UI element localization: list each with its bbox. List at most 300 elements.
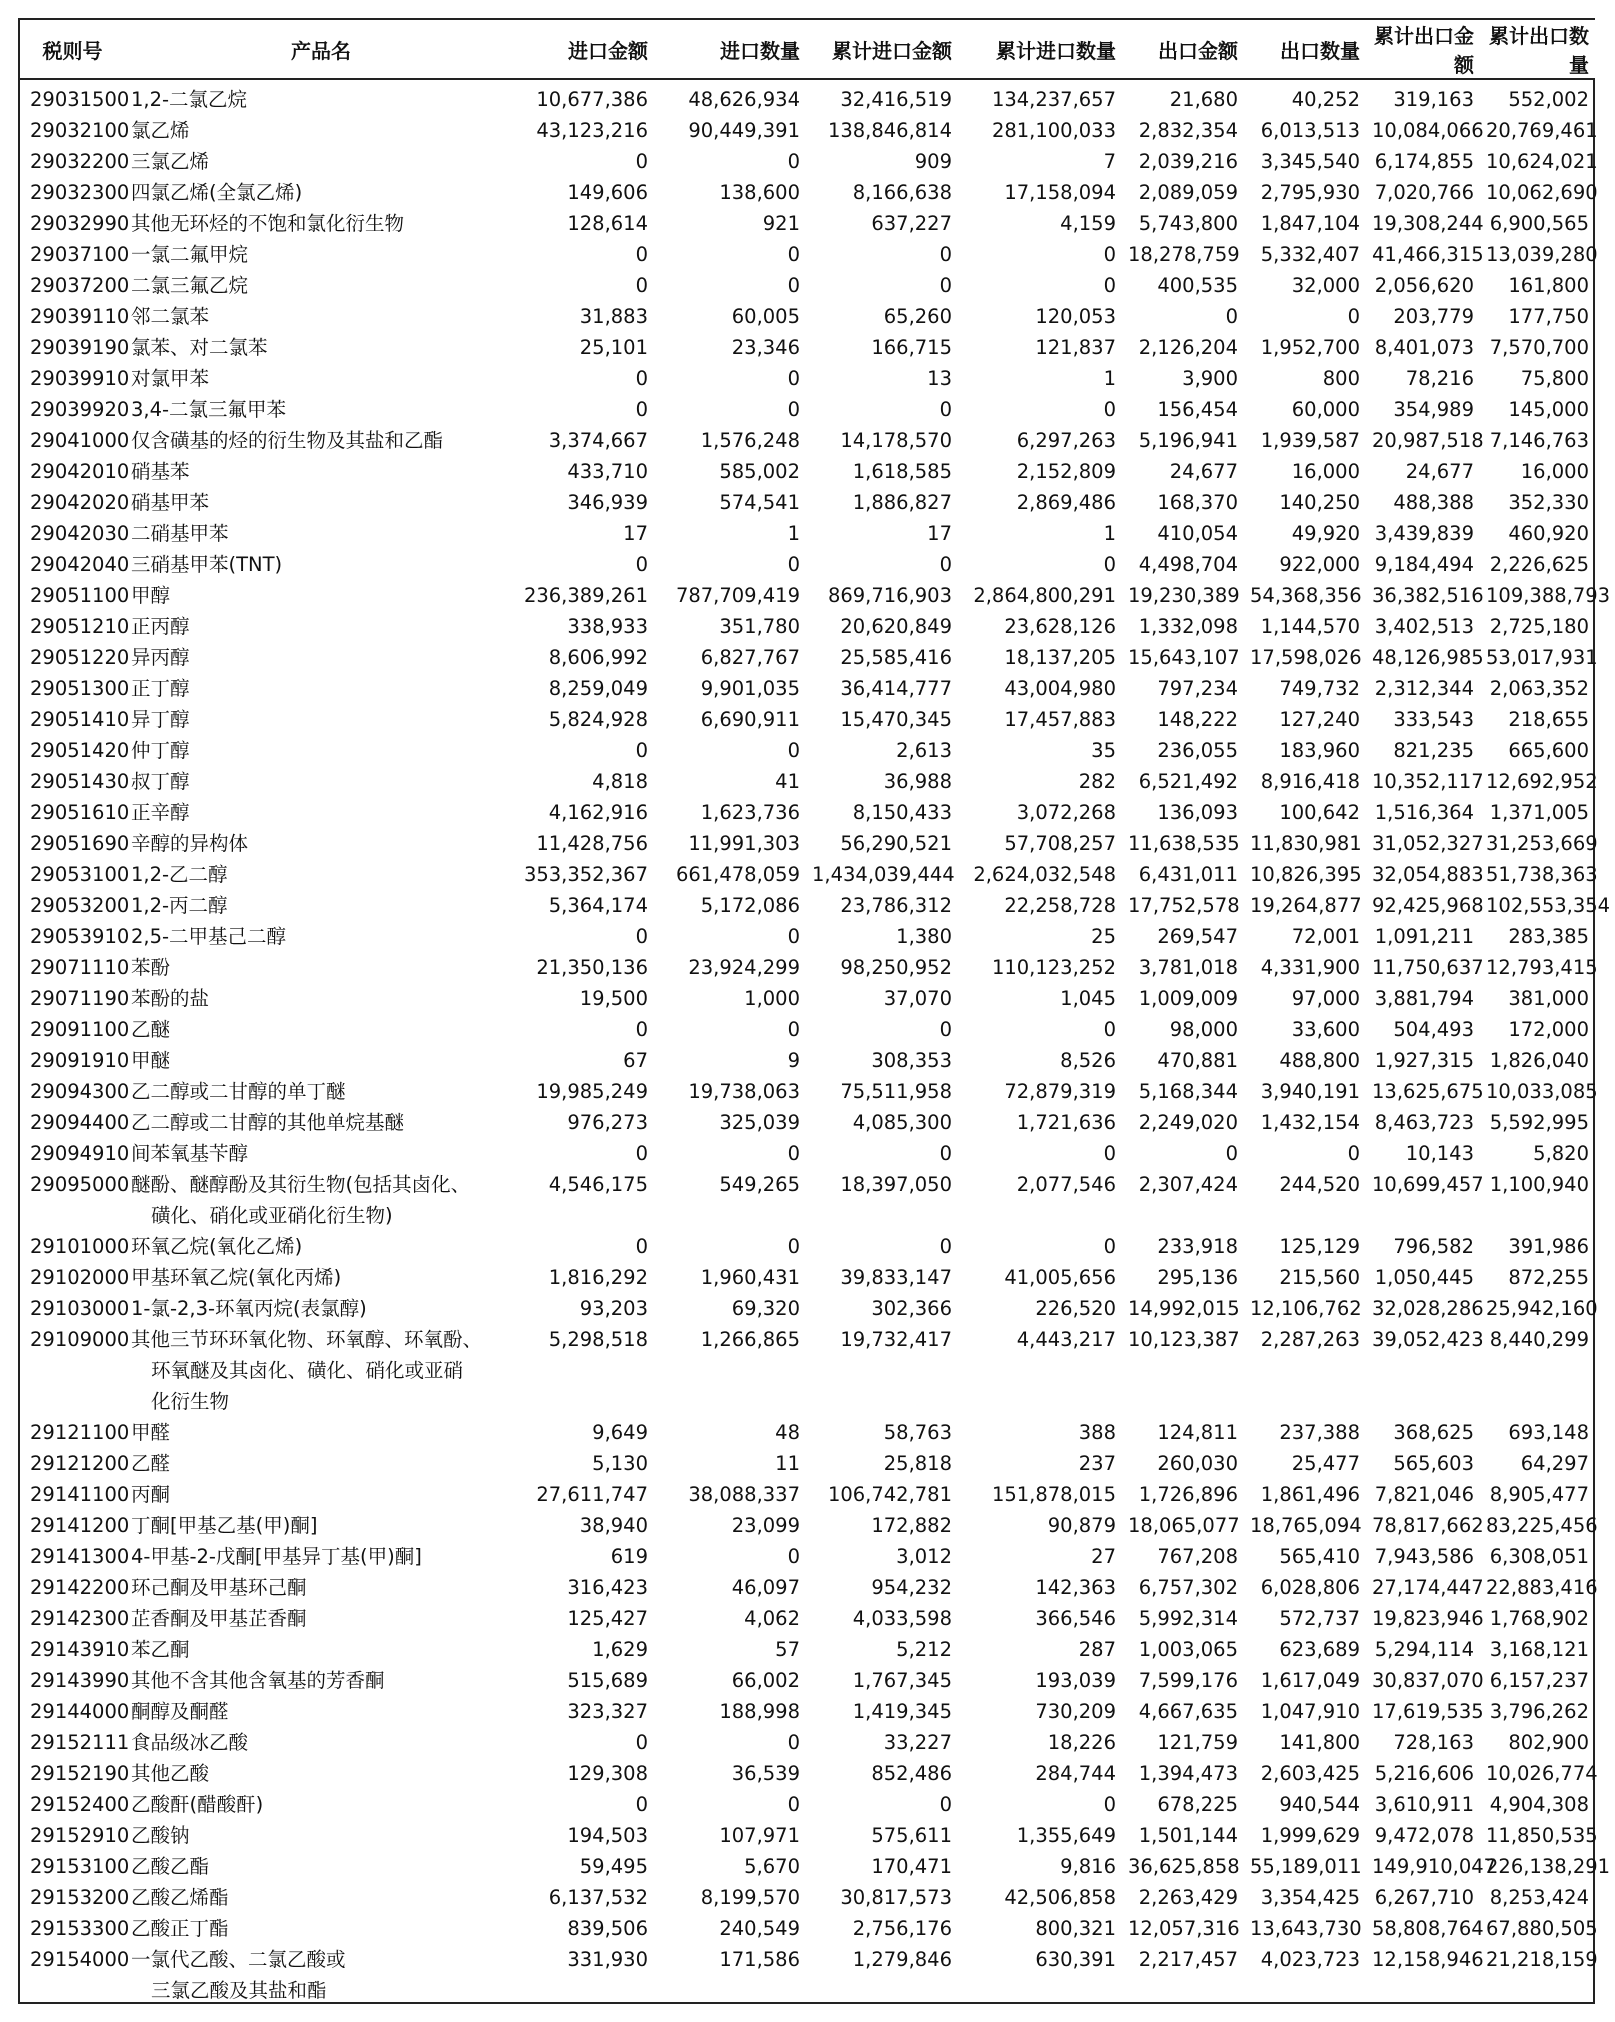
import-amount-cell: 125,427: [567, 1607, 648, 1630]
product-name: [125, 487, 517, 518]
product-name-line: 乙酸乙烯酯: [131, 1886, 229, 1909]
export-quantity-cell: 572,737: [1279, 1607, 1360, 1630]
export-amount-cell: 470,881: [1157, 1049, 1238, 1072]
table-row: [20, 1820, 1595, 1851]
product-name-line: 氯乙烯: [131, 119, 190, 142]
cum-import-quantity-cell: 72,879,319: [1004, 1080, 1116, 1103]
product-name-line: 化衍生物: [151, 1390, 230, 1413]
cum-export-quantity-cell: 1,768,902: [1489, 1607, 1589, 1630]
import-amount-cell: 0: [635, 1142, 648, 1165]
export-quantity-cell: 1,617,049: [1260, 1669, 1360, 1692]
import-amount-cell: 433,710: [567, 460, 648, 483]
export-quantity-cell: 97,000: [1291, 987, 1360, 1010]
tariff-code: 29144000: [30, 1700, 130, 1723]
cum-export-amount-cell: 36,382,516: [1372, 584, 1484, 607]
export-quantity-cell: 1,939,587: [1260, 429, 1360, 452]
cum-export-amount-cell: 3,881,794: [1374, 987, 1474, 1010]
table-row: [20, 1045, 1595, 1076]
cum-export-amount-cell: 9,472,078: [1374, 1824, 1474, 1847]
product-name: [125, 518, 517, 549]
table-row: [20, 1014, 1595, 1045]
tariff-code: 29053910: [30, 925, 130, 948]
cum-import-quantity-cell: 281,100,033: [991, 119, 1116, 142]
cum-import-quantity-cell: 6,297,263: [1016, 429, 1116, 452]
tariff-code: 29154000: [30, 1948, 130, 1971]
cum-import-amount-cell: 302,366: [871, 1297, 952, 1320]
cum-import-quantity-cell: 0: [1103, 243, 1116, 266]
cum-export-amount-cell: 39,052,423: [1372, 1328, 1484, 1351]
cum-export-quantity-cell: 3,796,262: [1489, 1700, 1589, 1723]
cum-export-quantity-cell: 7,146,763: [1489, 429, 1589, 452]
export-quantity-cell: 32,000: [1291, 274, 1360, 297]
export-quantity-cell: 3,345,540: [1260, 150, 1360, 173]
product-name-line: 硝基甲苯: [131, 491, 210, 514]
cum-import-quantity-cell: 1,045: [1060, 987, 1116, 1010]
import-amount-cell: 10,677,386: [536, 88, 648, 111]
cum-import-quantity-cell: 41,005,656: [1004, 1266, 1116, 1289]
export-quantity-cell: 0: [1347, 305, 1360, 328]
cum-export-amount-cell: 504,493: [1393, 1018, 1474, 1041]
export-quantity-cell: 13,643,730: [1250, 1917, 1362, 1940]
product-name: [125, 1324, 517, 1417]
product-name: [125, 890, 517, 921]
cum-export-quantity-cell: 8,440,299: [1489, 1328, 1589, 1351]
product-name: [125, 1231, 517, 1262]
export-quantity-cell: 1,999,629: [1260, 1824, 1360, 1847]
cum-export-quantity-cell: 5,820: [1533, 1142, 1589, 1165]
cum-export-quantity-cell: 381,000: [1508, 987, 1589, 1010]
cum-import-amount-cell: 1,618,585: [852, 460, 952, 483]
cum-import-amount-cell: 1,380: [896, 925, 952, 948]
header-cum-import-amount: 累计进口金额: [806, 20, 958, 79]
cum-import-quantity-cell: 7: [1103, 150, 1116, 173]
cum-export-amount-cell: 7,943,586: [1374, 1545, 1474, 1568]
cum-export-amount-cell: 796,582: [1393, 1235, 1474, 1258]
cum-import-quantity-cell: 4,159: [1060, 212, 1116, 235]
cum-export-amount-cell: 48,126,985: [1372, 646, 1484, 669]
tariff-code: 29091100: [30, 1018, 130, 1041]
cum-import-quantity-cell: 22,258,728: [1004, 894, 1116, 917]
export-quantity-cell: 0: [1347, 1142, 1360, 1165]
import-amount-cell: 11,428,756: [536, 832, 648, 855]
import-quantity-cell: 351,780: [719, 615, 800, 638]
product-name: [125, 332, 517, 363]
import-quantity-cell: 0: [787, 398, 800, 421]
tariff-code: 29041000: [30, 429, 130, 452]
tariff-code: 29051420: [30, 739, 130, 762]
cum-import-quantity-cell: 35: [1091, 739, 1116, 762]
export-amount-cell: 295,136: [1157, 1266, 1238, 1289]
table-row: [20, 890, 1595, 921]
cum-export-quantity-cell: 51,738,363: [1486, 863, 1598, 886]
import-quantity-cell: 0: [787, 1142, 800, 1165]
product-name-line: 甲基环氧乙烷(氧化丙烯): [131, 1266, 342, 1289]
export-amount-cell: 17,752,578: [1128, 894, 1240, 917]
export-quantity-cell: 1,144,570: [1260, 615, 1360, 638]
product-name-line: 4-甲基-2-戊酮[甲基异丁基(甲)酮]: [131, 1545, 422, 1568]
product-name: [125, 1417, 517, 1448]
import-quantity-cell: 8,199,570: [700, 1886, 800, 1909]
cum-import-amount-cell: 8,150,433: [852, 801, 952, 824]
export-quantity-cell: 18,765,094: [1250, 1514, 1362, 1537]
cum-import-quantity-cell: 287: [1078, 1638, 1116, 1661]
export-amount-cell: 2,039,216: [1138, 150, 1238, 173]
cum-export-amount-cell: 6,267,710: [1374, 1886, 1474, 1909]
import-quantity-cell: 5,670: [744, 1855, 800, 1878]
cum-import-quantity-cell: 120,053: [1035, 305, 1116, 328]
tariff-code: 29051100: [30, 584, 130, 607]
cum-export-quantity-cell: 145,000: [1508, 398, 1589, 421]
tariff-code: 29094910: [30, 1142, 130, 1165]
cum-import-quantity-cell: 1,355,649: [1016, 1824, 1116, 1847]
import-quantity-cell: 0: [787, 367, 800, 390]
export-quantity-cell: 215,560: [1279, 1266, 1360, 1289]
cum-import-quantity-cell: 1: [1103, 367, 1116, 390]
table-row: [20, 1572, 1595, 1603]
cum-import-amount-cell: 33,227: [883, 1731, 952, 1754]
cum-import-quantity-cell: 0: [1103, 1793, 1116, 1816]
export-quantity-cell: 237,388: [1279, 1421, 1360, 1444]
tariff-code: 29153300: [30, 1917, 130, 1940]
tariff-code: 29031500: [30, 88, 130, 111]
import-quantity-cell: 48,626,934: [688, 88, 800, 111]
product-name: [125, 766, 517, 797]
cum-export-amount-cell: 19,823,946: [1372, 1607, 1484, 1630]
table-row: [20, 580, 1595, 611]
cum-export-quantity-cell: 2,063,352: [1489, 677, 1589, 700]
tariff-code: 29053200: [30, 894, 130, 917]
export-quantity-cell: 1,047,910: [1260, 1700, 1360, 1723]
product-name: [125, 1913, 517, 1944]
table-row: [20, 1541, 1595, 1572]
tariff-code: 29032200: [30, 150, 130, 173]
tariff-code: 29071110: [30, 956, 130, 979]
export-quantity-cell: 623,689: [1279, 1638, 1360, 1661]
cum-import-quantity-cell: 9,816: [1060, 1855, 1116, 1878]
product-name-line: 磺化、硝化或亚硝化衍生物): [151, 1204, 393, 1227]
import-quantity-cell: 787,709,419: [675, 584, 800, 607]
import-amount-cell: 59,495: [579, 1855, 648, 1878]
export-amount-cell: 136,093: [1157, 801, 1238, 824]
table-row: [20, 425, 1595, 456]
cum-export-quantity-cell: 22,883,416: [1486, 1576, 1598, 1599]
cum-import-amount-cell: 25,585,416: [840, 646, 952, 669]
import-quantity-cell: 240,549: [719, 1917, 800, 1940]
cum-export-amount-cell: 10,352,117: [1372, 770, 1484, 793]
import-amount-cell: 43,123,216: [536, 119, 648, 142]
export-amount-cell: 2,307,424: [1138, 1173, 1238, 1196]
export-amount-cell: 269,547: [1157, 925, 1238, 948]
export-amount-cell: 5,743,800: [1138, 212, 1238, 235]
cum-export-quantity-cell: 1,371,005: [1489, 801, 1589, 824]
cum-import-amount-cell: 869,716,903: [827, 584, 952, 607]
import-amount-cell: 4,818: [592, 770, 648, 793]
import-quantity-cell: 0: [787, 274, 800, 297]
cum-export-amount-cell: 728,163: [1393, 1731, 1474, 1754]
product-name-line: 环氧乙烷(氧化乙烯): [131, 1235, 303, 1258]
product-name-line: 三硝基甲苯(TNT): [131, 553, 283, 576]
cum-import-quantity-cell: 800,321: [1035, 1917, 1116, 1940]
export-quantity-cell: 8,916,418: [1260, 770, 1360, 793]
cum-import-amount-cell: 1,419,345: [852, 1700, 952, 1723]
export-quantity-cell: 488,800: [1279, 1049, 1360, 1072]
cum-import-quantity-cell: 134,237,657: [991, 88, 1116, 111]
product-name: [125, 797, 517, 828]
import-amount-cell: 5,298,518: [548, 1328, 648, 1351]
product-name: [125, 1851, 517, 1882]
cum-import-amount-cell: 0: [939, 1018, 952, 1041]
export-amount-cell: 2,089,059: [1138, 181, 1238, 204]
tariff-code: 29051210: [30, 615, 130, 638]
import-amount-cell: 0: [635, 1018, 648, 1041]
tariff-code: 29051610: [30, 801, 130, 824]
cum-export-amount-cell: 12,158,946: [1372, 1948, 1484, 1971]
import-amount-cell: 338,933: [567, 615, 648, 638]
cum-export-amount-cell: 319,163: [1393, 88, 1474, 111]
import-amount-cell: 323,327: [567, 1700, 648, 1723]
import-amount-cell: 67: [623, 1049, 648, 1072]
export-quantity-cell: 4,331,900: [1260, 956, 1360, 979]
product-name-line: 二氯三氟乙烷: [131, 274, 249, 297]
cum-import-quantity-cell: 2,077,546: [1016, 1173, 1116, 1196]
product-name: [125, 1293, 517, 1324]
import-amount-cell: 331,930: [567, 1948, 648, 1971]
cum-import-quantity-cell: 0: [1103, 398, 1116, 421]
cum-import-quantity-cell: 27: [1091, 1545, 1116, 1568]
cum-import-amount-cell: 36,414,777: [840, 677, 952, 700]
cum-export-amount-cell: 3,439,839: [1374, 522, 1474, 545]
tariff-code: 29152400: [30, 1793, 130, 1816]
import-amount-cell: 236,389,261: [523, 584, 648, 607]
cum-import-quantity-cell: 8,526: [1060, 1049, 1116, 1072]
cum-import-amount-cell: 106,742,781: [827, 1483, 952, 1506]
cum-import-quantity-cell: 18,226: [1047, 1731, 1116, 1754]
product-name-line: 乙酸乙酯: [131, 1855, 210, 1878]
cum-export-quantity-cell: 10,624,021: [1486, 150, 1598, 173]
cum-import-amount-cell: 23,786,312: [840, 894, 952, 917]
cum-import-quantity-cell: 1: [1103, 522, 1116, 545]
tariff-code: 29141200: [30, 1514, 130, 1537]
export-quantity-cell: 125,129: [1279, 1235, 1360, 1258]
import-quantity-cell: 57: [775, 1638, 800, 1661]
export-amount-cell: 1,003,065: [1138, 1638, 1238, 1661]
product-name: [125, 270, 517, 301]
product-name: [125, 1634, 517, 1665]
cum-import-quantity-cell: 151,878,015: [991, 1483, 1116, 1506]
export-amount-cell: 168,370: [1157, 491, 1238, 514]
export-amount-cell: 98,000: [1169, 1018, 1238, 1041]
tariff-code: 29051690: [30, 832, 130, 855]
import-quantity-cell: 5,172,086: [700, 894, 800, 917]
cum-import-quantity-cell: 121,837: [1035, 336, 1116, 359]
table-row: [20, 270, 1595, 301]
product-name: [125, 1076, 517, 1107]
import-amount-cell: 515,689: [567, 1669, 648, 1692]
tariff-code: 29141300: [30, 1545, 130, 1568]
tariff-code: 29037200: [30, 274, 130, 297]
cum-import-amount-cell: 166,715: [871, 336, 952, 359]
header-row: [20, 20, 1595, 79]
import-quantity-cell: 325,039: [719, 1111, 800, 1134]
import-amount-cell: 5,364,174: [548, 894, 648, 917]
product-name-line: 异丙醇: [131, 646, 190, 669]
import-amount-cell: 0: [635, 367, 648, 390]
tariff-code: 29051220: [30, 646, 130, 669]
product-name-line: 乙酸钠: [131, 1824, 190, 1847]
table-row: [20, 239, 1595, 270]
export-amount-cell: 11,638,535: [1128, 832, 1240, 855]
import-quantity-cell: 41: [775, 770, 800, 793]
cum-import-amount-cell: 4,085,300: [852, 1111, 952, 1134]
cum-export-amount-cell: 203,779: [1393, 305, 1474, 328]
cum-import-quantity-cell: 366,546: [1035, 1607, 1116, 1630]
cum-import-amount-cell: 56,290,521: [840, 832, 952, 855]
cum-export-quantity-cell: 13,039,280: [1486, 243, 1598, 266]
cum-import-quantity-cell: 18,137,205: [1004, 646, 1116, 669]
cum-import-amount-cell: 1,767,345: [852, 1669, 952, 1692]
cum-import-amount-cell: 37,070: [883, 987, 952, 1010]
table-row: [20, 1665, 1595, 1696]
table-row: [20, 1107, 1595, 1138]
tariff-code: 29152190: [30, 1762, 130, 1785]
cum-import-quantity-cell: 388: [1078, 1421, 1116, 1444]
cum-export-quantity-cell: 64,297: [1520, 1452, 1589, 1475]
import-quantity-cell: 661,478,059: [675, 863, 800, 886]
product-name-line: 正丙醇: [131, 615, 190, 638]
export-amount-cell: 14,992,015: [1128, 1297, 1240, 1320]
tariff-code: 29103000: [30, 1297, 130, 1320]
export-quantity-cell: 940,544: [1279, 1793, 1360, 1816]
import-quantity-cell: 1,623,736: [700, 801, 800, 824]
product-name-line: 醚酚、醚醇酚及其衍生物(包括其卤化、: [131, 1173, 471, 1196]
import-quantity-cell: 0: [787, 1545, 800, 1568]
product-name-line: 二硝基甲苯: [131, 522, 229, 545]
cum-import-amount-cell: 25,818: [883, 1452, 952, 1475]
cum-export-quantity-cell: 552,002: [1508, 88, 1589, 111]
header-cum-export-quantity: 累计出口数量: [1480, 20, 1595, 79]
cum-import-quantity-cell: 2,624,032,548: [973, 863, 1116, 886]
cum-import-amount-cell: 138,846,814: [827, 119, 952, 142]
table-row: [20, 859, 1595, 890]
cum-import-quantity-cell: 730,209: [1035, 1700, 1116, 1723]
export-quantity-cell: 244,520: [1279, 1173, 1360, 1196]
import-quantity-cell: 1,960,431: [700, 1266, 800, 1289]
export-amount-cell: 24,677: [1169, 460, 1238, 483]
cum-export-quantity-cell: 8,905,477: [1489, 1483, 1589, 1506]
cum-export-quantity-cell: 53,017,931: [1486, 646, 1598, 669]
cum-export-quantity-cell: 83,225,456: [1486, 1514, 1598, 1537]
import-amount-cell: 0: [635, 150, 648, 173]
product-name: [125, 1603, 517, 1634]
table-row: [20, 487, 1595, 518]
export-quantity-cell: 4,023,723: [1260, 1948, 1360, 1971]
cum-import-amount-cell: 58,763: [883, 1421, 952, 1444]
import-amount-cell: 5,130: [592, 1452, 648, 1475]
product-name: [125, 363, 517, 394]
export-quantity-cell: 922,000: [1279, 553, 1360, 576]
export-quantity-cell: 2,287,263: [1260, 1328, 1360, 1351]
export-amount-cell: 148,222: [1157, 708, 1238, 731]
export-amount-cell: 767,208: [1157, 1545, 1238, 1568]
cum-export-quantity-cell: 161,800: [1508, 274, 1589, 297]
product-name-line: 正辛醇: [131, 801, 190, 824]
tariff-code: 29032990: [30, 212, 130, 235]
cum-export-amount-cell: 78,216: [1405, 367, 1474, 390]
export-quantity-cell: 25,477: [1291, 1452, 1360, 1475]
product-name: [125, 425, 517, 456]
product-name-line: 甲醚: [131, 1049, 171, 1072]
cum-import-amount-cell: 32,416,519: [840, 88, 952, 111]
cum-export-amount-cell: 30,837,070: [1372, 1669, 1484, 1692]
cum-import-amount-cell: 1,886,827: [852, 491, 952, 514]
cum-export-quantity-cell: 7,570,700: [1489, 336, 1589, 359]
header-code: 税则号: [20, 20, 125, 79]
product-name-line: 环己酮及甲基环己酮: [131, 1576, 307, 1599]
cum-import-quantity-cell: 0: [1103, 1018, 1116, 1041]
export-quantity-cell: 183,960: [1279, 739, 1360, 762]
table-row: [20, 1603, 1595, 1634]
product-name-line: 1,2-二氯乙烷: [131, 88, 248, 111]
import-quantity-cell: 6,690,911: [700, 708, 800, 731]
product-name: [125, 1510, 517, 1541]
cum-import-amount-cell: 852,486: [871, 1762, 952, 1785]
export-amount-cell: 5,196,941: [1138, 429, 1238, 452]
table-row: [20, 363, 1595, 394]
export-amount-cell: 3,781,018: [1138, 956, 1238, 979]
cum-export-amount-cell: 20,987,518: [1372, 429, 1484, 452]
header-cum-export-amount: 累计出口金额: [1366, 20, 1480, 79]
cum-export-quantity-cell: 1,100,940: [1489, 1173, 1589, 1196]
import-quantity-cell: 585,002: [719, 460, 800, 483]
cum-export-quantity-cell: 172,000: [1508, 1018, 1589, 1041]
product-name: [125, 921, 517, 952]
tariff-code: 29101000: [30, 1235, 130, 1258]
import-quantity-cell: 0: [787, 553, 800, 576]
import-quantity-cell: 1,266,865: [700, 1328, 800, 1351]
cum-export-amount-cell: 24,677: [1405, 460, 1474, 483]
tariff-code: 29039190: [30, 336, 130, 359]
import-quantity-cell: 38,088,337: [688, 1483, 800, 1506]
table-frame: [18, 18, 1611, 2004]
import-quantity-cell: 107,971: [719, 1824, 800, 1847]
product-name: [125, 1045, 517, 1076]
cum-export-amount-cell: 19,308,244: [1372, 212, 1484, 235]
export-amount-cell: 6,757,302: [1138, 1576, 1238, 1599]
cum-export-amount-cell: 3,402,513: [1374, 615, 1474, 638]
import-quantity-cell: 48: [775, 1421, 800, 1444]
product-name: [125, 1479, 517, 1510]
cum-export-quantity-cell: 12,692,952: [1486, 770, 1598, 793]
table-row: [20, 828, 1595, 859]
export-quantity-cell: 100,642: [1279, 801, 1360, 824]
tariff-code: 29143910: [30, 1638, 130, 1661]
import-amount-cell: 619: [610, 1545, 648, 1568]
table-row: [20, 549, 1595, 580]
product-name: [125, 642, 517, 673]
import-amount-cell: 38,940: [579, 1514, 648, 1537]
tariff-code: 29051430: [30, 770, 130, 793]
export-amount-cell: 6,521,492: [1138, 770, 1238, 793]
cum-export-quantity-cell: 177,750: [1508, 305, 1589, 328]
import-amount-cell: 194,503: [567, 1824, 648, 1847]
cum-export-amount-cell: 488,388: [1393, 491, 1474, 514]
tariff-code: 29042040: [30, 553, 130, 576]
product-name: [125, 208, 517, 239]
cum-import-amount-cell: 5,212: [896, 1638, 952, 1661]
cum-export-amount-cell: 2,056,620: [1374, 274, 1474, 297]
cum-export-amount-cell: 41,466,315: [1372, 243, 1484, 266]
cum-export-quantity-cell: 11,850,535: [1486, 1824, 1598, 1847]
